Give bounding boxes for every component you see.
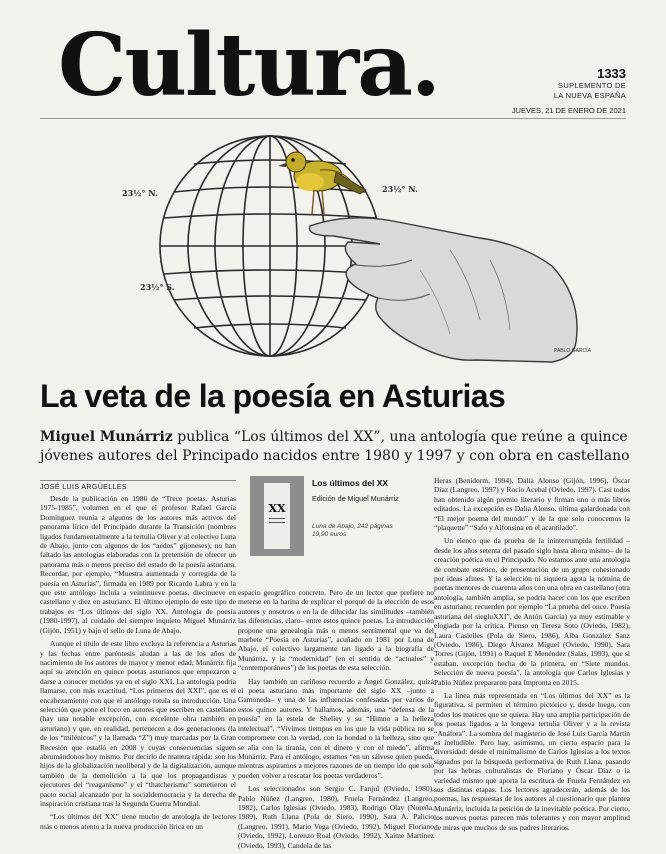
deck-author: Miguel Munárriz <box>40 429 173 445</box>
book-cover-title: XX <box>268 502 286 515</box>
book-info <box>312 476 399 560</box>
book-cover <box>250 476 304 556</box>
paragraph: Heras (Benidorm, 1994), Dalia Alonso (Gijón, 1996), Óscar Díaz (Langreo, 1997) y Rocío Acebal (Oviedo, 1997). Casi todos han obtenido algún premio literario y firman uno o más libros editados. La excepción es Dalia Alonso, última galardonada con “El mejor poema del mundo” y de la que solo conocemos la “plaquette” “Safo y Alfonsina en el acantilado”. <box>434 476 630 533</box>
deck <box>40 428 640 466</box>
issue-block <box>512 66 626 115</box>
label-north-left: 23½° N. <box>122 188 158 198</box>
book-cover-line <box>269 518 285 519</box>
bird-icon <box>278 152 366 214</box>
paragraph: Un elenco que da prueba de la ininterrumpida fertilidad –desde los años setenta del pasado siglo hasta ahora mismo– de la creación poética en el Principado. No estamos ante una antología de combate estético, de presentación de un grupo cohesionado por ideas afines. Y la selección ni siquiera agota la nómina de poetas menores de cuarenta años con una obra en castellano (otra antología, también amplia, se podría hacer con los que escriben en asturiano; recuerden por ejemplo “La prueba del once. Poesía asturiana del siegluXXI”, de Antón García) ya muy estimable y elogiada por la crítica. Pienso en Teresa Soto (Oviedo, 1982), Laura Casielles (Pola de Siero, 1986), Alba González Sanz (Oviedo, 1986), Diego Álvarez Miguel (Oviedo, 1990), Sara Torres (Gijón, 1991) o Raquel E Menéndez (Salas, 1993), que si estaban, excepción hecha de la primera, en “Siete mundos. Selección de nueva poesía”, la antología que Carlos Iglesias y Pablo Núñez prepararon para Impronta en 2015. <box>434 536 630 687</box>
supplement-line-1: SUPLEMENTO DE <box>558 81 626 90</box>
artist-signature: PABLO GARCÍA <box>554 348 591 354</box>
paragraph: Desde la publicación en 1986 de “Trece poetas. Asturias 1975-1985”, volumen en el que el profesor Rafael García Domínguez reunía a algunos de los autores más activos del panorama lírico del Principado durante la Transición (nombres ligados fundamentalmente a la tertulia Oliver y al colectivo Luna de Abajo, junto con algunos de los “aedos” gijoneses), no han faltado las antologías elaboradas con la pretensión de ofrecer un panorama más o menos preciso del estado de la poesía asturiana. Recordar, por ejemplo, “Muestra aumentada y corregida de la poesía en Asturias”, firmada en 1989 por Ricardo Labra y en la que este antólogo incluía a veintinueve poetas, diecinueve en castellano y diez en asturiano. El último ejemplo de este tipo de trabajos es “Los últimos del siglo XX. Antología de poesía (1980-1997), al cuidado del siempre inquieto Miguel Munárriz (Gijón, 1951) y bajo el sello de Luna de Abajo. <box>40 494 236 635</box>
book-price: 19,90 euros <box>312 531 347 538</box>
masthead-rule <box>40 118 626 119</box>
label-north-right: 23½° N. <box>382 184 418 194</box>
paragraph: Los seleccionados son Sergio C. Fanjul (Oviedo, 1980), Pablo Núñez (Langreo, 1980), Fruela Fernández (Langreo, 1982), Carlos Iglesias (Oviedo, 1983), Rodrigo Olay (Noreña, 1989), Ruth Llana (Pola de Siero, 1990), Sara A. Palicio (Langreo, 1991), Mario Vega (Oviedo, 1992), Miguel Floriano (Oviedo, 1992), Lorenzo Roal (Oviedo, 1992), Xaime Martínez (Oviedo, 1993), Candela de las <box>238 784 434 850</box>
paragraph: espacio geográfico concreto. Pero de un lector que prefiere no meterse en la harina de explicar el porqué de la elección de esos autores y nosotros o en la de dilucidar las similitudes –también las diferencias, claro– entre estos quince poetas. La introducción propone una genealogía más o menos sentimental que va del marbete “Poesía en Asturias”, acuñado en 1981 por Luna de Abajo, el colectivo largamente tan ligado a la biografía de Munárriz, y la “modernidad” (en el sentido de “actuales” y “contemporáneos”) de los poetas de esta selección. <box>238 588 434 673</box>
book-title: Los últimos del XX <box>312 478 389 488</box>
paragraph: “Los últimos del XX” tiene mucho de antología de lectores más o menos atento a la nueva producción lírica en un <box>40 812 236 831</box>
hand-icon <box>310 218 578 362</box>
headline: La veta de la poesía en Asturias <box>40 378 506 414</box>
book-cover-line <box>269 522 285 523</box>
book-box <box>250 476 430 560</box>
book-publisher: Luna de Abajo, 242 páginas <box>312 523 393 530</box>
label-south-left: 23½° S. <box>140 282 175 292</box>
body-column-1 <box>40 494 236 835</box>
paragraph: Hay también un cariñoso recuerdo a Ángel González, quizá el poeta asturiano más importante del siglo XX –junto a Gamoneda– y una de las influencias confesadas por varios de estos quince autores. Y hallamos, además, una “defensa de la poesía” en la estela de Shelley y su “Himno a la belleza intelectual”. “Vivimos tiempos en los que la vida pública no se compromete con la verdad, con la bondad o la belleza, sino que se alía con la tiranía, con el dinero y con el miedo”, afirma Munárriz. Para el antólogo, estamos “en un sálvese quien pueda, mientras aspiramos a mejores razones de un tiempo ido que solo pueden volver a rescatar los poetas verdaderos”. <box>238 676 434 780</box>
body-column-2 <box>238 588 434 854</box>
deck-text: publica “Los últimos del XX”, una antología que reúne a quince jóvenes autores del Principado nacidos entre 1980 y 1997 y con obra en castellano <box>40 429 630 464</box>
supplement-line-2: LA NUEVA ESPAÑA <box>553 91 626 100</box>
masthead-logo: Cultura. <box>58 15 439 116</box>
book-cover-inner <box>264 483 290 549</box>
byline: JOSÉ LUIS ARGÜELLES <box>40 480 236 491</box>
body-column-3 <box>434 476 630 836</box>
issue-date: JUEVES, 21 DE ENERO DE 2021 <box>511 106 626 115</box>
illustration <box>122 120 591 370</box>
paragraph: Aunque el título de este libro excluya la referencia a Asturias y las fechas entre paréntesis aludan a las de los años de nacimiento de los autores de mayor y menor edad, Munárriz fija aquí su atención en quince poetas asturianos que empezaron a darse a conocer metidos ya en el siglo XXI. La antología podría llamarse, con más exactitud, “Los primeros del XXI”, que es el encabezamiento con que el antólogo rotula su introducción. Una selección que pone el foco en autores que escriben en castellano (hay una notable excepción, con excelente obra también en asturiano) y que, en realidad, pertenecen a dos generaciones (la de los “milénicos” y la llamada “Z”) muy marcadas por la Gran Recesión que estalló en 2008 y cuyas consecuencias siguen abrumándonos hoy mismo. Por decirlo de manera rápida: son los hijos de la globalización neoliberal y de la digitalización, aunque también de la demolición a la que los propagandistas y ejecutores del “reaganismo” y el “thatcherismo” sometieron el pacto social alcanzado por la socialdemocracia y la derecha de inspiración cristiana tras la Segunda Guerra Mundial. <box>40 639 236 808</box>
issue-number: 1333 <box>597 66 626 81</box>
book-editor: Edición de Miguel Munárriz <box>312 494 399 503</box>
paragraph: La línea más representada en “Los últimos del XX” es la figurativa, si permiten el término pictórico y, desde luego, con todos los matices que se quiera. Hay una amplia participación de los poetas ligados a la longeva tertulia Oliver y a la revista “Anáfora”. La sombra del magisterio de José Luis García Martín es ineludible. Pero hay, asimismo, un cierto espacio para la diversidad: desde el minimalismo de Carlos Iglesias a los textos signados por la búsqueda performativa de Ruth Llana, pasando por las hebras culturalistas de Floriano y Óscar Díaz o la variedad mismo que aporta la escritura de Fruela Fernández en sus distintas etapas. Los lectores agradecerán, además de los poemas, las respuestas de los autores al cuestionario que plantea Munárriz, incluida la petición de la inevitable poética. Por cierto, los nuevos poetas parecen más tolerantes y con mayor amplitud de miras que muchos de sus padres literarios. <box>434 690 630 832</box>
